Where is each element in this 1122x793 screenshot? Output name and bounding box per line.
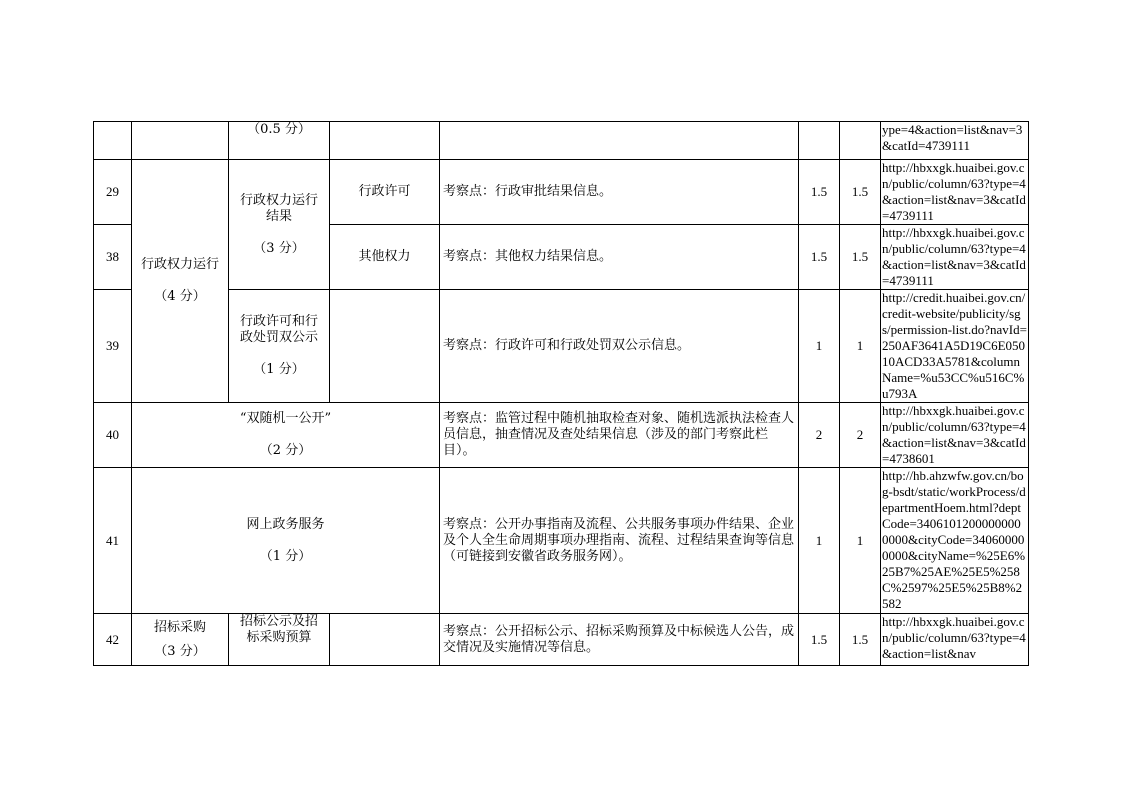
given-score: 1.5 bbox=[840, 160, 881, 225]
table-row bbox=[94, 403, 1029, 468]
subcategory-cell bbox=[229, 290, 330, 403]
category-cell bbox=[132, 160, 229, 403]
table-row bbox=[94, 290, 1029, 403]
given-score: 2 bbox=[840, 403, 881, 468]
full-score: 1.5 bbox=[799, 160, 840, 225]
row-number: 29 bbox=[94, 160, 132, 225]
given-score: 1.5 bbox=[840, 225, 881, 290]
given-score: 1.5 bbox=[840, 614, 881, 666]
subcategory-score: （1 分） bbox=[253, 362, 305, 377]
url-cell[interactable]: http://hbxxgk.huaibei.gov.cn/public/column/63?type=4&action=list&nav=3&catId=4739111 bbox=[881, 225, 1029, 290]
url-cell[interactable]: http://hbxxgk.huaibei.gov.cn/public/column/63?type=4&action=list&nav=3&catId=4738601 bbox=[881, 403, 1029, 468]
subcategory-name: 行政权力运行结果 bbox=[239, 192, 318, 224]
url-cell[interactable]: http://hb.ahzwfw.gov.cn/bog-bsdt/static/workProcess/departmentHoem.html?deptCode=34061012000000000000&cityCode=340600000000&cityName=%25E6%25B7%25AE%25E5%258C%2597%25E5%25B8%2582 bbox=[881, 468, 1029, 614]
item-name: 其他权力 bbox=[330, 225, 440, 290]
criteria-text: 考察点：行政许可和行政处罚双公示信息。 bbox=[440, 290, 799, 403]
subcategory-name: 招标公示及招标采购预算 bbox=[239, 614, 318, 645]
url-cell[interactable]: ype=4&action=list&nav=3&catId=4739111 bbox=[881, 122, 1029, 160]
row-number: 41 bbox=[94, 468, 132, 614]
table-row bbox=[94, 160, 1029, 225]
category-cell bbox=[132, 122, 229, 160]
row-number: 40 bbox=[94, 403, 132, 468]
row-number: 39 bbox=[94, 290, 132, 403]
criteria-text: 考察点：监管过程中随机抽取检查对象、随机选派执法检查人员信息，抽查情况及查处结果信息（涉及的部门考察此栏目）。 bbox=[440, 403, 799, 468]
category-name: 网上政务服务 bbox=[246, 516, 325, 532]
subcategory-cell bbox=[229, 160, 330, 290]
category-score: （2 分） bbox=[259, 443, 312, 458]
full-score: 1.5 bbox=[799, 614, 840, 666]
url-cell[interactable]: http://hbxxgk.huaibei.gov.cn/public/column/63?type=4&action=list&nav bbox=[881, 614, 1029, 666]
given-score: 1 bbox=[840, 290, 881, 403]
item-name: 行政许可 bbox=[330, 160, 440, 225]
category-cell bbox=[132, 403, 440, 468]
full-score: 2 bbox=[799, 403, 840, 468]
evaluation-table bbox=[93, 121, 1029, 666]
category-score: （4 分） bbox=[154, 289, 206, 304]
criteria-text: 考察点：公开招标公示、招标采购预算及中标候选人公告，成交情况及实施情况等信息。 bbox=[440, 614, 799, 666]
table-row bbox=[94, 614, 1029, 666]
subcategory-score: （3 分） bbox=[253, 240, 305, 256]
subcategory-score: （0.5 分） bbox=[229, 122, 330, 160]
url-cell[interactable]: http://hbxxgk.huaibei.gov.cn/public/column/63?type=4&action=list&nav=3&catId=4739111 bbox=[881, 160, 1029, 225]
criteria-text: 考察点：行政审批结果信息。 bbox=[440, 160, 799, 225]
full-score: 1.5 bbox=[799, 225, 840, 290]
category-cell bbox=[132, 468, 440, 614]
full-score: 1 bbox=[799, 290, 840, 403]
criteria-text: 考察点：公开办事指南及流程、公共服务事项办件结果、企业及个人全生命周期事项办理指南、流程、过程结果查询等信息（可链接到安徽省政务服务网）。 bbox=[440, 468, 799, 614]
url-cell[interactable]: http://credit.huaibei.gov.cn/credit-website/publicity/sgs/permission-list.do?navId=250AF3641A5D19C6E05010ACD33A5781&columnName=%u53CC%u516C%u793A bbox=[882, 290, 1027, 401]
category-name: “双随机一公开” bbox=[239, 411, 332, 426]
subcategory-name: 行政许可和行政处罚双公示 bbox=[239, 314, 318, 345]
category-score: （1 分） bbox=[259, 548, 312, 564]
table-row bbox=[94, 122, 1029, 160]
row-number: 42 bbox=[94, 614, 132, 666]
row-number-cell bbox=[94, 122, 132, 160]
category-cell bbox=[132, 614, 229, 666]
table-row bbox=[94, 468, 1029, 614]
category-name: 招标采购 bbox=[153, 619, 206, 635]
category-score: （3 分） bbox=[154, 643, 206, 659]
criteria-text: 考察点：其他权力结果信息。 bbox=[440, 225, 799, 290]
full-score: 1 bbox=[799, 468, 840, 614]
row-number: 38 bbox=[94, 225, 132, 290]
subcategory-cell bbox=[229, 614, 330, 666]
given-score: 1 bbox=[840, 468, 881, 614]
category-name: 行政权力运行 bbox=[140, 257, 219, 272]
